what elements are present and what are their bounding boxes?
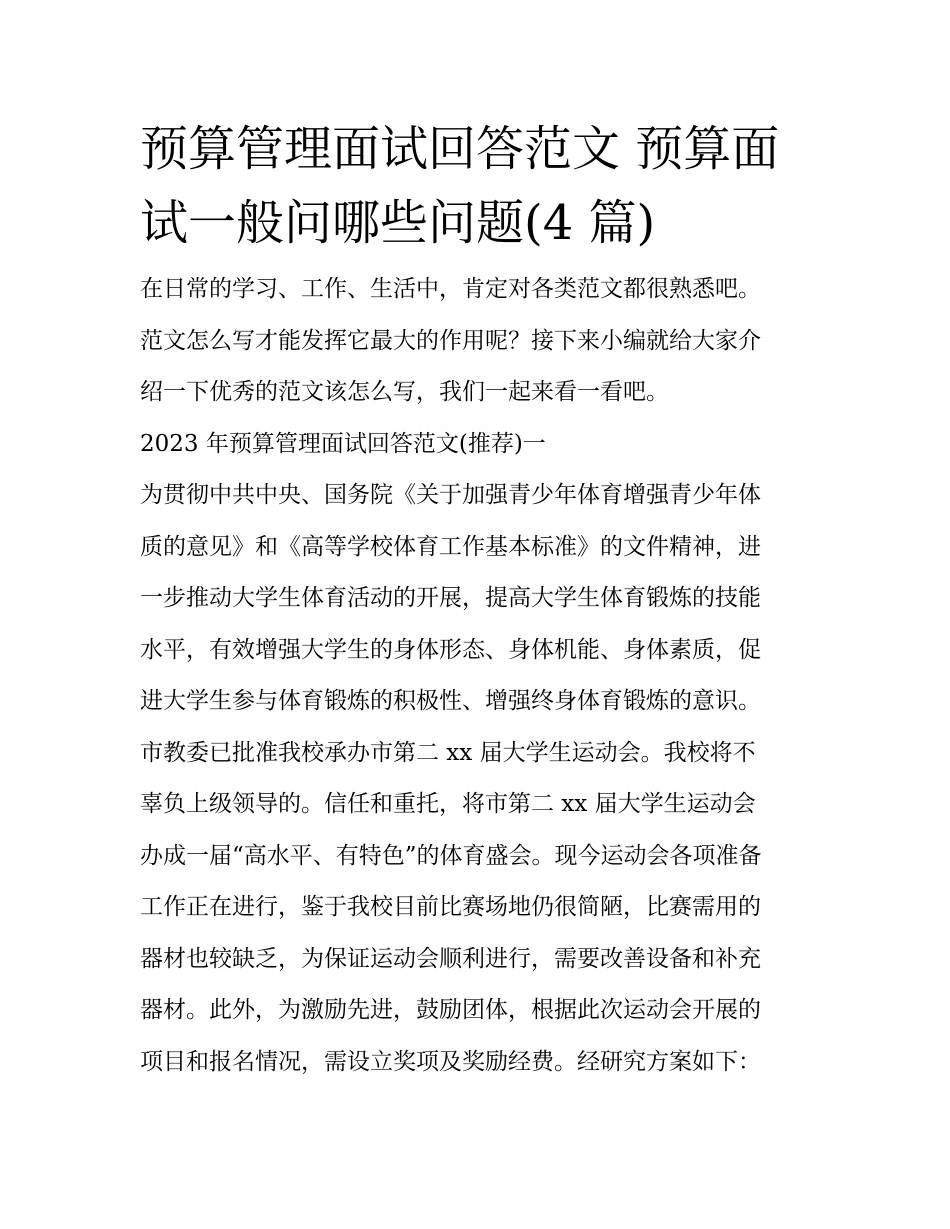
body-line: 水平，有效增强大学生的身体形态、身体机能、身体素质，促	[140, 636, 761, 663]
title-line-2: 试一般问哪些问题(4 篇)	[140, 195, 656, 251]
document-title	[140, 112, 820, 260]
body-line: 为贯彻中共中央、国务院《关于加强青少年体育增强青少年体	[140, 482, 761, 508]
body-line: 进大学生参与体育锻炼的积极性、增强终身体育锻炼的意识。	[140, 688, 761, 714]
body-line: 范文怎么写才能发挥它最大的作用呢？接下来小编就给大家介	[140, 327, 761, 354]
body-line: 在日常的学习、工作、生活中，肯定对各类范文都很熟悉吧。	[140, 276, 761, 302]
body-line: 器材。此外，为激励先进，鼓励团体，根据此次运动会开展的	[140, 997, 761, 1023]
body-line: 一步推动大学生体育活动的开展，提高大学生体育锻炼的技能	[140, 585, 761, 611]
body-line: 市教委已批准我校承办市第二 xx 届大学生运动会。我校将不	[140, 739, 756, 766]
body-line: 质的意见》和《高等学校体育工作基本标准》的文件精神，进	[140, 533, 761, 560]
body-line: 辜负上级领导的。信任和重托，将市第二 xx 届大学生运动会	[140, 791, 756, 817]
title-line-1: 预算管理面试回答范文 预算面	[140, 121, 780, 177]
document-body	[140, 264, 820, 1088]
body-line: 工作正在进行，鉴于我校目前比赛场地仍很简陋，比赛需用的	[140, 894, 761, 920]
body-line: 项目和报名情况，需设立奖项及奖励经费。经研究方案如下：	[140, 1048, 761, 1075]
section-heading: 2023 年预算管理面试回答范文(推荐)一	[140, 430, 546, 457]
body-line: 绍一下优秀的范文该怎么写，我们一起来看一看吧。	[140, 379, 669, 405]
document-page	[140, 112, 820, 1088]
body-line: 器材也较缺乏，为保证运动会顺利进行，需要改善设备和补充	[140, 945, 761, 972]
body-line: 办成一届“高水平、有特色”的体育盛会。现今运动会各项准备	[140, 842, 762, 869]
